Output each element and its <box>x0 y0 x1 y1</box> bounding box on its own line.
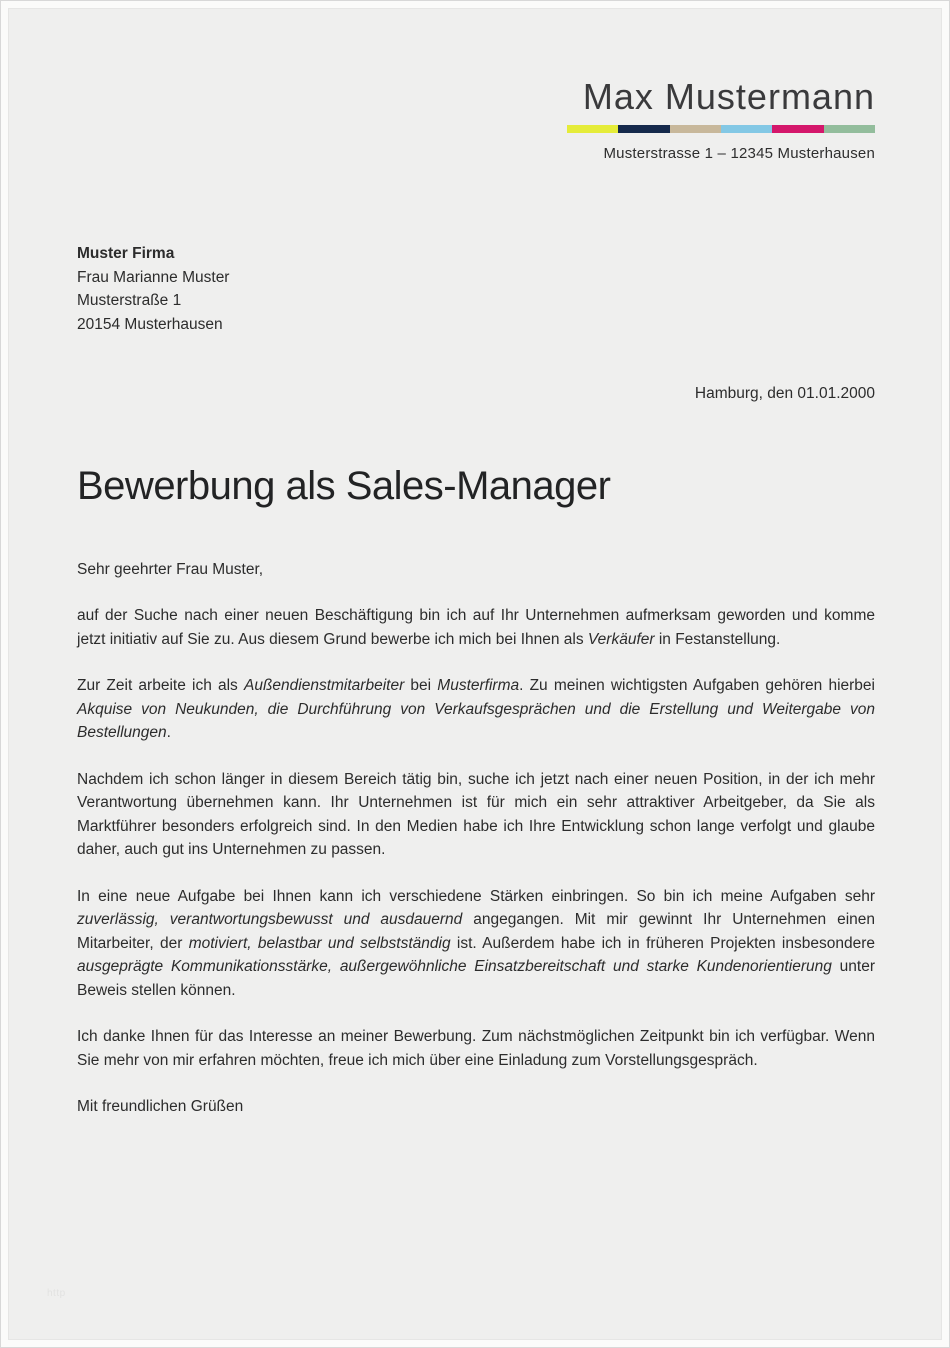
text-run: In eine neue Aufgabe bei Ihnen kann ich verschiedene Stärken einbringen. So bin ich meine Aufgaben sehr <box>77 887 875 905</box>
letter-page <box>8 8 942 1340</box>
italic-run: zuverlässig, verantwortungsbewusst und ausdauernd <box>77 911 463 928</box>
text-run: auf der Suche nach einer neuen Beschäftigung bin ich auf Ihr Unternehmen aufmerksam geworden und komme jetzt initiativ auf Sie zu. Aus diesem Grund bewerbe ich mich bei Ihnen als <box>77 607 875 648</box>
sender-address-line: Musterstrasse 1 – 12345 Musterhausen <box>603 145 875 162</box>
watermark-text: http <box>47 1288 66 1299</box>
body-paragraph <box>77 768 875 862</box>
sender-name: Max Mustermann <box>582 76 875 117</box>
recipient-line: Musterstraße 1 <box>77 292 182 309</box>
text-run: unter Beweis stellen können. <box>77 958 875 999</box>
stripe-segment <box>721 125 772 133</box>
stripe-segment <box>670 125 721 133</box>
closing-phrase: Mit freundlichen Grüßen <box>77 1098 244 1115</box>
stripe-segment <box>824 125 875 133</box>
recipient-company: Muster Firma <box>77 245 175 262</box>
text-run: angegangen. Mit mir gewinnt Ihr Unternehmen einen Mitarbeiter, der <box>77 911 876 952</box>
italic-run: Außendienstmitarbeiter <box>243 677 405 694</box>
italic-run: motiviert, belastbar und selbstständig <box>188 934 451 952</box>
body-paragraph <box>77 674 875 745</box>
recipient-line: 20154 Musterhausen <box>77 315 223 333</box>
text-run: Zur Zeit arbeite ich als <box>77 677 244 694</box>
letter-title: Bewerbung als Sales-Manager <box>77 463 611 508</box>
salutation: Sehr geehrter Frau Muster, <box>77 560 264 578</box>
italic-run: Musterfirma <box>437 677 520 694</box>
stripe-segment <box>772 125 823 133</box>
text-run: in Festanstellung. <box>654 630 781 648</box>
text-run: Nachdem ich schon länger in diesem Bereich tätig bin, suche ich jetzt nach einer neuen Position, in der ich mehr Verantwortung übernehmen kann. Ihr Unternehmen ist für mich ein sehr attraktiver Arbeitgeber, da Sie als Marktführer besonders erfolgreich sind. In den Medien habe ich Ihre Entwicklung schon lange verfolgt und glaube daher, auch gut ins Unternehmen zu passen. <box>77 770 875 858</box>
text-run: Ich danke Ihnen für das Interesse an meiner Bewerbung. Zum nächstmöglichen Zeitpunkt bin ich verfügbar. Wenn Sie mehr von mir erfahren möchten, freue ich mich über eine Einladung zum Vorstellungsgespräch. <box>77 1028 875 1069</box>
date-line: Hamburg, den 01.01.2000 <box>694 385 875 402</box>
recipient-lines <box>77 266 875 337</box>
letter-body <box>77 604 875 1072</box>
recipient-block <box>77 242 875 336</box>
body-paragraph <box>77 885 875 1003</box>
italic-run: Akquise von Neukunden, die Durchführung von Verkaufsgesprächen und die Erstellung und Weitergabe von Bestellungen <box>77 700 875 741</box>
italic-run: Verkäufer <box>587 630 655 648</box>
text-run: . <box>166 724 171 741</box>
stripe-segment <box>567 125 618 133</box>
letter-header <box>77 76 875 162</box>
body-paragraph <box>77 1025 875 1072</box>
recipient-line: Frau Marianne Muster <box>77 268 230 286</box>
text-run: bei <box>404 677 438 694</box>
italic-run: ausgeprägte Kommunikationsstärke, außergewöhnliche Einsatzbereitschaft und starke Kundenorientierung <box>77 958 832 975</box>
body-paragraph <box>77 604 875 651</box>
brand-stripe <box>567 125 875 133</box>
stripe-segment <box>618 125 669 133</box>
text-run: ist. Außerdem habe ich in früheren Projekten insbesondere <box>450 934 875 952</box>
text-run: . Zu meinen wichtigsten Aufgaben gehören hierbei <box>519 677 875 694</box>
